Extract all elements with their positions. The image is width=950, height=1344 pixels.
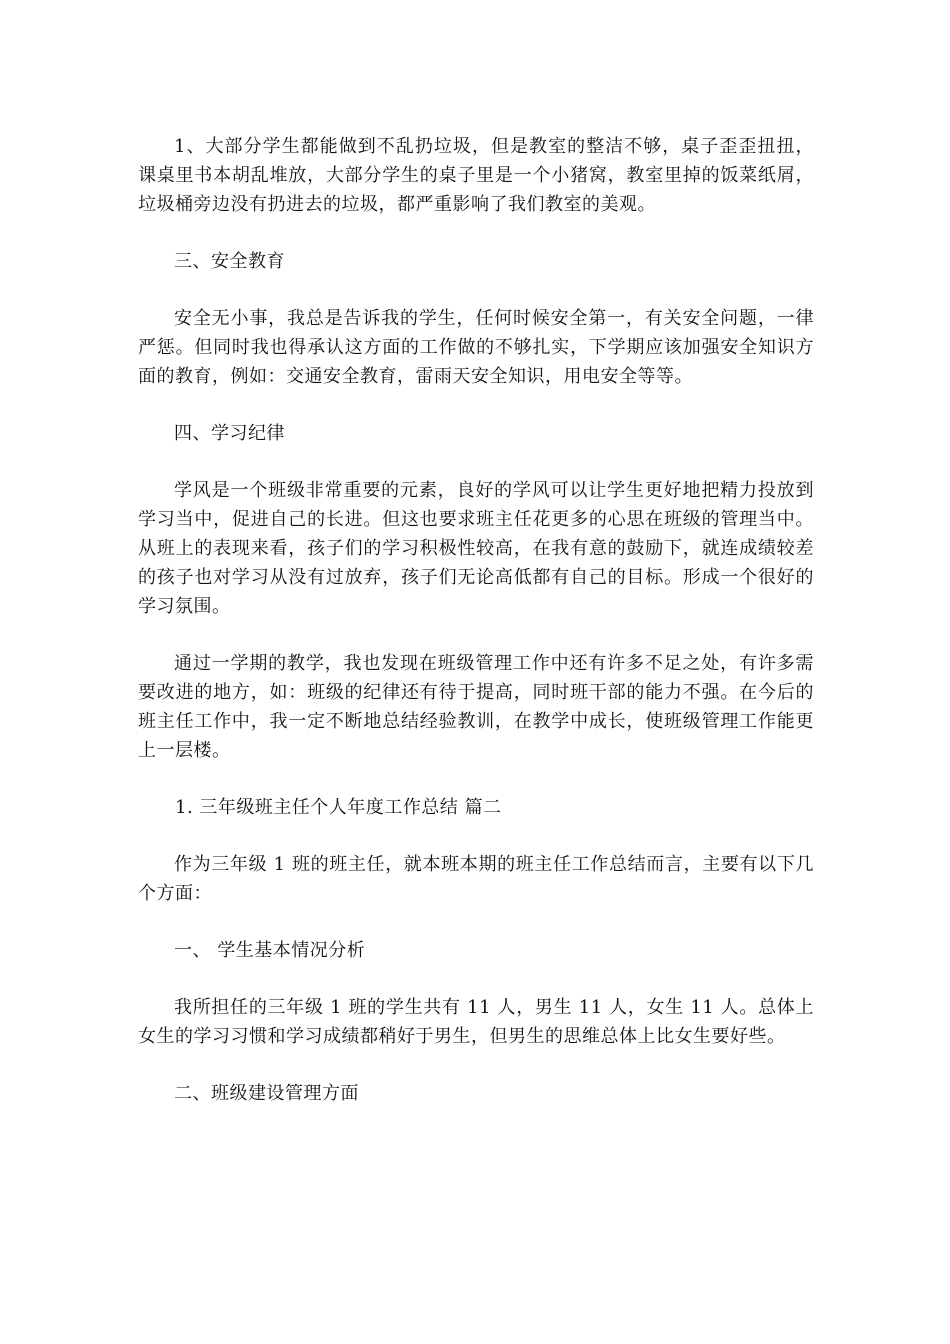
spacer bbox=[138, 448, 814, 476]
paragraph-cleanliness: 1、大部分学生都能做到不乱扔垃圾，但是教室的整洁不够，桌子歪歪扭扭，课桌里书本胡乱堆放，大部分学生的桌子里是一个小猪窝，教室里掉的饭菜纸屑，垃圾桶旁边没有扔进去的垃圾，都严重影响了我们教室的美观。 bbox=[138, 136, 814, 215]
document-body bbox=[138, 132, 814, 1108]
paragraph-study-style: 学风是一个班级非常重要的元素，良好的学风可以让学生更好地把精力投放到学习当中，促进自己的长进。但这也要求班主任花更多的心思在班级的管理当中。从班上的表现来看，孩子们的学习积极性较高，在我有意的鼓励下，就连成绩较差的孩子也对学习从没有过放弃，孩子们无论高低都有自己的目标。形成一个很好的学习氛围。 bbox=[138, 480, 814, 617]
spacer bbox=[138, 1051, 814, 1079]
spacer bbox=[138, 822, 814, 850]
spacer bbox=[138, 219, 814, 247]
paragraph-students: 我所担任的三年级 1 班的学生共有 11 人，男生 11 人，女生 11 人。总体上女生的学习习惯和学习成绩都稍好于男生，但男生的思维总体上比女生要好些。 bbox=[138, 997, 814, 1047]
spacer bbox=[138, 276, 814, 304]
article-subtitle: 1. 三年级班主任个人年度工作总结 篇二 bbox=[175, 797, 502, 818]
paragraph-improvement: 通过一学期的教学，我也发现在班级管理工作中还有许多不足之处，有许多需要改进的地方，如：班级的纪律还有待于提高，同时班干部的能力不强。在今后的班主任工作中，我一定不断地总结经验教训，在教学中成长，使班级管理工作能更上一层楼。 bbox=[138, 653, 814, 761]
section-heading-discipline: 四、学习纪律 bbox=[174, 423, 285, 444]
section-heading-safety: 三、安全教育 bbox=[174, 251, 285, 272]
paragraph-safety: 安全无小事，我总是告诉我的学生，任何时候安全第一，有关安全问题，一律严惩。但同时我也得承认这方面的工作做的不够扎实，下学期应该加强安全知识方面的教育，例如：交通安全教育，雷雨天安全知识，用电安全等等。 bbox=[138, 308, 814, 387]
spacer bbox=[138, 765, 814, 793]
spacer bbox=[138, 908, 814, 936]
spacer bbox=[138, 391, 814, 419]
spacer bbox=[138, 965, 814, 993]
spacer bbox=[138, 621, 814, 649]
section-heading-class-management: 二、班级建设管理方面 bbox=[174, 1083, 359, 1104]
section-heading-students: 一、 学生基本情况分析 bbox=[174, 940, 366, 961]
paragraph-intro: 作为三年级 1 班的班主任，就本班本期的班主任工作总结而言，主要有以下几个方面： bbox=[138, 854, 814, 904]
